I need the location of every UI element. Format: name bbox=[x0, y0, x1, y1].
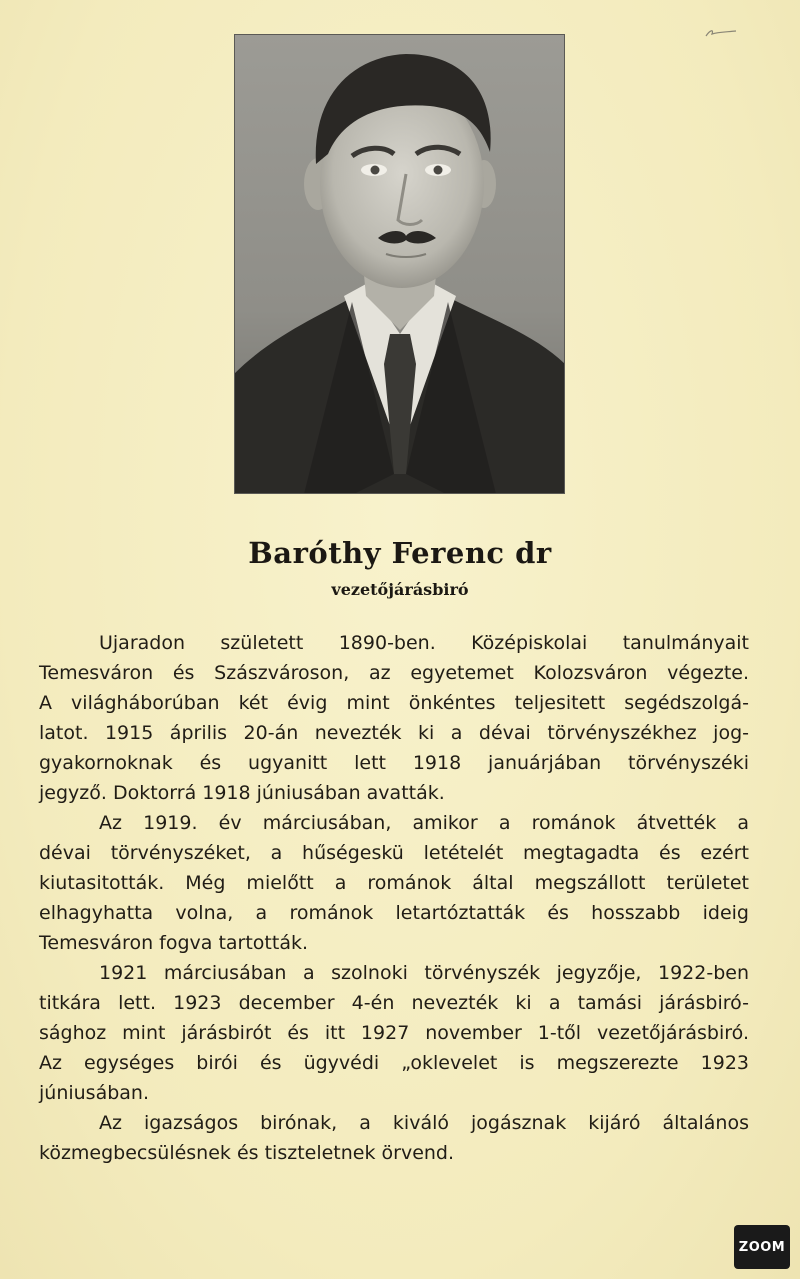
text-line: elhagyhatta volna, a románok letartóztatták és hosszabb ideig bbox=[39, 902, 749, 924]
text-line: gyakornoknak és ugyanitt lett 1918 januárjában törvényszéki bbox=[39, 752, 749, 774]
text-line: Temesváron fogva tartották. bbox=[39, 932, 309, 954]
text-line: Az igazságos birónak, a kiváló jogásznak kijáró általános bbox=[99, 1112, 749, 1134]
zoom-badge-button[interactable] bbox=[734, 1225, 790, 1269]
biography-text bbox=[39, 628, 749, 1168]
text-line: jegyző. Doktorrá 1918 júniusában avatták. bbox=[39, 782, 445, 804]
person-title: vezetőjárásbiró bbox=[331, 580, 469, 599]
text-line: latot. 1915 április 20-án nevezték ki a dévai törvényszékhez jog- bbox=[39, 722, 749, 744]
text-line: 1921 márciusában a szolnoki törvényszék jegyzője, 1922-ben bbox=[99, 962, 749, 984]
text-line: titkára lett. 1923 december 4-én nevezték ki a tamási járásbiró- bbox=[39, 992, 749, 1014]
pencil-mark bbox=[700, 26, 740, 40]
text-line: kiutasitották. Még mielőtt a románok által megszállott területet bbox=[39, 872, 749, 894]
text-line: közmegbecsülésnek és tiszteletnek örvend. bbox=[39, 1142, 455, 1164]
text-line: A világháborúban két évig mint önkéntes teljesitett segédszolgá- bbox=[39, 692, 749, 714]
text-line: sághoz mint járásbirót és itt 1927 november 1-től vezetőjárásbiró. bbox=[39, 1022, 749, 1044]
text-line: júniusában. bbox=[39, 1082, 150, 1104]
zoom-badge-label: ZOOM bbox=[738, 1239, 786, 1255]
person-name: Baróthy Ferenc dr bbox=[248, 536, 552, 570]
portrait-photo bbox=[234, 34, 565, 494]
text-line: Az egységes birói és ügyvédi „oklevelet is megszerezte 1923 bbox=[39, 1052, 749, 1074]
text-line: dévai törvényszéket, a hűségeskü letételét megtagadta és ezért bbox=[39, 842, 749, 864]
text-line: Az 1919. év márciusában, amikor a románok átvették a bbox=[99, 812, 749, 834]
text-line: Temesváron és Szászvároson, az egyetemet Kolozsváron végezte. bbox=[39, 662, 749, 684]
text-line: Ujaradon született 1890-ben. Középiskolai tanulmányait bbox=[99, 632, 749, 654]
